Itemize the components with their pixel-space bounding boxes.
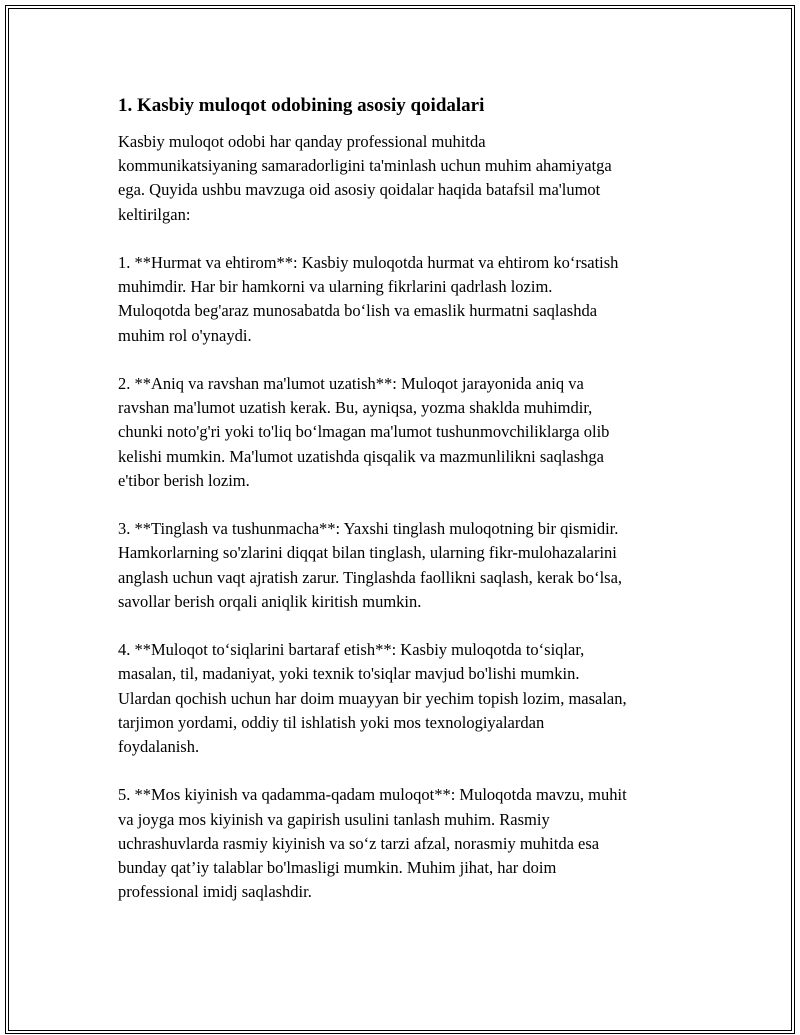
rule-paragraph-5: 5. **Mos kiyinish va qadamma-qadam muloqot**: Muloqotda mavzu, muhit va joyga mos kiyinish va gapirish usulini tanlash muhim. Rasmiy uchrashuvlarda rasmiy kiyinish va so‘z tarzi afzal, norasmiy muhitda esa bunday qat’iy talablar bo'lmasligi mumkin. Muhim jihat, har doim professional imidj saqlashdir.	[118, 785, 627, 902]
intro-paragraph: Kasbiy muloqot odobi har qanday professional muhitda kommunikatsiyaning samaradorligini ta'minlash uchun muhim ahamiyatga ega. Quyida ushbu mavzuga oid asosiy qoidalar haqida batafsil ma'lumot keltirilgan:	[118, 132, 612, 224]
document-body	[118, 93, 698, 929]
rule-paragraph-2: 2. **Aniq va ravshan ma'lumot uzatish**: Muloqot jarayonida aniq va ravshan ma'lumot uzatish kerak. Bu, ayniqsa, yozma shaklda muhimdir, chunki noto'g'ri yoki to'liq bo‘lmagan ma'lumot tushunmovchiliklarga olib kelishi mumkin. Ma'lumot uzatishda qisqalik va mazmunlilikni saqlashga e'tibor berish lozim.	[118, 374, 610, 490]
rule-paragraph-1: 1. **Hurmat va ehtirom**: Kasbiy muloqotda hurmat va ehtirom ko‘rsatish muhimdir. Har bir hamkorni va ularning fikrlarini qadrlash lozim. Muloqotda beg'araz munosabatda bo‘lish va emaslik hurmatni saqlashda muhim rol o'ynaydi.	[118, 253, 619, 345]
rule-paragraph-4: 4. **Muloqot to‘siqlarini bartaraf etish**: Kasbiy muloqotda to‘siqlar, masalan, til, madaniyat, yoki texnik to'siqlar mavjud bo'lishi mumkin. Ulardan qochish uchun har doim muayyan bir yechim topish lozim, masalan, tarjimon yordami, oddiy til ishlatish yoki mos texnologiyalardan foydalanish.	[118, 640, 627, 757]
document-title: 1. Kasbiy muloqot odobining asosiy qoidalari	[118, 95, 485, 116]
rule-paragraph-3: 3. **Tinglash va tushunmacha**: Yaxshi tinglash muloqotning bir qismidir. Hamkorlarning so'zlarini diqqat bilan tinglash, ularning fikr-mulohazalarini anglash uchun vaqt ajratish zarur. Tinglashda faollikni saqlash, kerak bo‘lsa, savollar berish orqali aniqlik kiritish mumkin.	[118, 519, 623, 611]
